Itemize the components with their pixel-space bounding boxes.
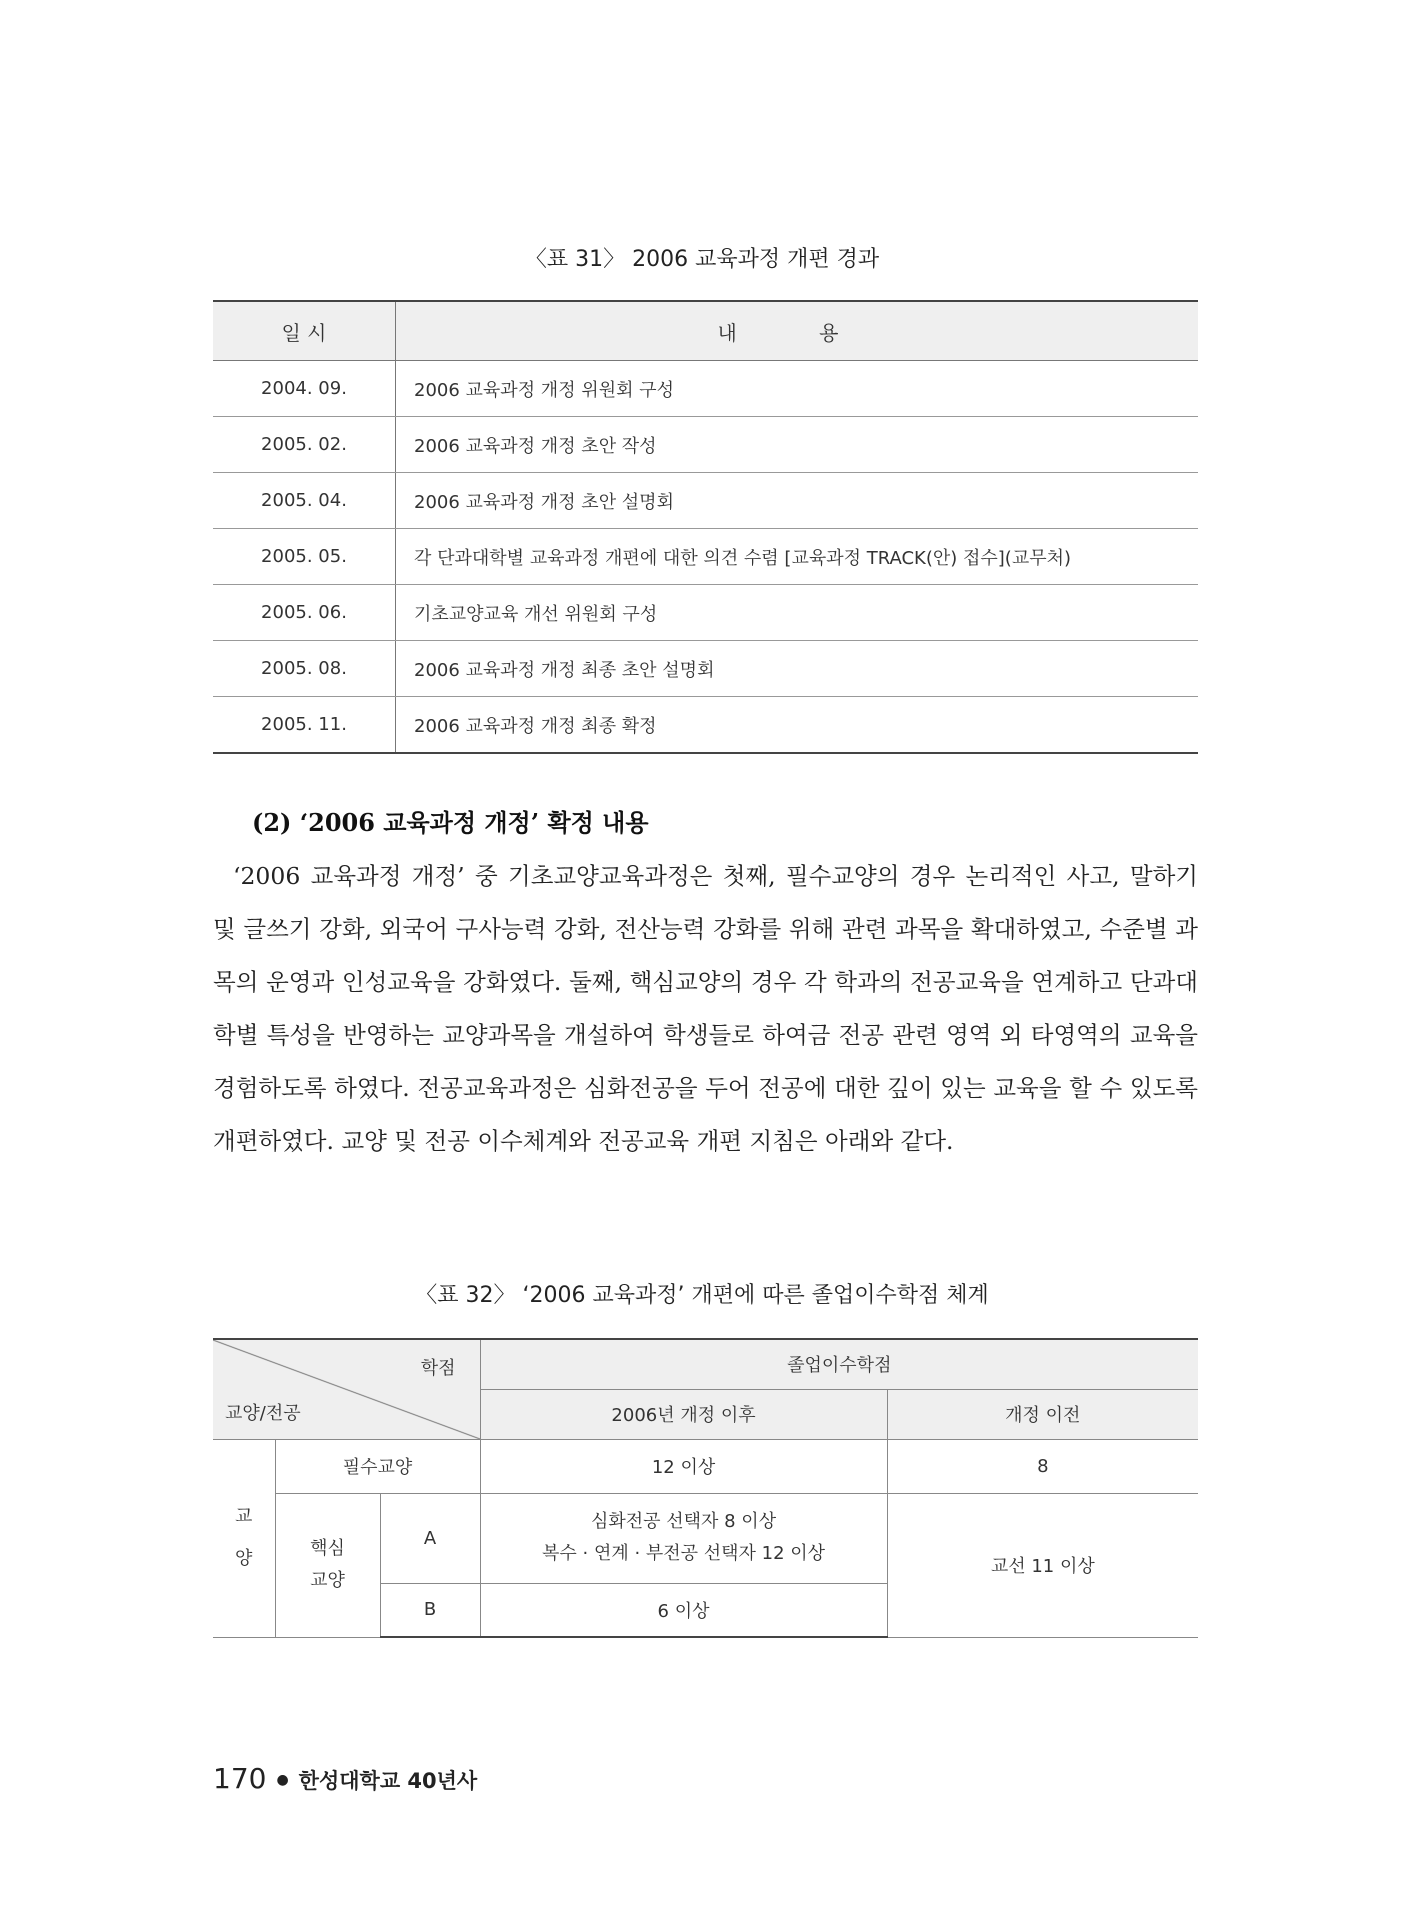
row-date: 2005. 05. [213, 529, 396, 585]
table-31 [213, 300, 1198, 754]
table-row [213, 585, 1198, 641]
core-label-1: 핵심 [310, 1538, 345, 1559]
core-before: 교선 11 이상 [887, 1493, 1198, 1637]
table-header-row [213, 1339, 1198, 1389]
table-32 [213, 1338, 1198, 1638]
required-before: 8 [887, 1439, 1198, 1493]
row-content: 2006 교육과정 개정 최종 확정 [396, 697, 1199, 754]
row-content: 2006 교육과정 개정 최종 초안 설명회 [396, 641, 1199, 697]
header-total-credits: 졸업이수학점 [480, 1339, 1198, 1389]
book-title: 한성대학교 40년사 [298, 1769, 478, 1793]
table-row [213, 697, 1198, 754]
row-date: 2005. 08. [213, 641, 396, 697]
core-a-after-1: 심화전공 선택자 8 이상 [590, 1511, 777, 1532]
core-a-label: A [380, 1493, 480, 1583]
row-content: 2006 교육과정 개정 초안 작성 [396, 417, 1199, 473]
required-after: 12 이상 [480, 1439, 887, 1493]
diag-label-credits: 학점 [420, 1358, 456, 1379]
row-date: 2005. 02. [213, 417, 396, 473]
table-row [213, 529, 1198, 585]
page-number: 170 [213, 1762, 267, 1795]
table-row [213, 473, 1198, 529]
body-paragraph: ‘2006 교육과정 개정’ 중 기초교양교육과정은 첫째, 필수교양의 경우 논리적인 사고, 말하기 및 글쓰기 강화, 외국어 구사능력 강화, 전산능력 강화를 위해 관련 과목을 확대하였고, 수준별 과목의 운영과 인성교육을 강화였다. 둘째, 핵심교양의 경우 각 학과의 전공교육을 연계하고 단과대학별 특성을 반영하는 교양과목을 개설하여 학생들로 하여금 전공 관련 영역 외 타영역의 교육을 경험하도록 하였다. 전공교육과정은 심화전공을 두어 전공에 대한 깊이 있는 교육을 할 수 있도록 개편하였다. 교양 및 전공 이수체계와 전공교육 개편 지침은 아래와 같다. [213, 862, 1198, 1155]
section-heading: (2) ‘2006 교육과정 개정’ 확정 내용 [252, 808, 649, 837]
row-content: 각 단과대학별 교육과정 개편에 대한 의견 수렴 [교육과정 TRACK(안) 접수](교무처) [396, 529, 1199, 585]
row-date: 2004. 09. [213, 361, 396, 417]
core-label-2: 교양 [310, 1570, 345, 1591]
header-date: 일 시 [213, 301, 396, 361]
table-32-caption: 〈표 32〉 ‘2006 교육과정’ 개편에 따른 졸업이수학점 체계 [415, 1283, 989, 1308]
row-content: 2006 교육과정 개정 위원회 구성 [396, 361, 1199, 417]
table-row [213, 1493, 1198, 1583]
core-b-after: 6 이상 [480, 1583, 887, 1637]
row-content: 기초교양교육 개선 위원회 구성 [396, 585, 1199, 641]
core-a-after-cell [480, 1493, 887, 1583]
header-after-2006: 2006년 개정 이후 [480, 1389, 887, 1439]
required-label: 필수교양 [275, 1439, 480, 1493]
page-footer [213, 1762, 477, 1795]
header-before-revision: 개정 이전 [887, 1389, 1198, 1439]
group-label-cell [213, 1439, 275, 1637]
diagonal-header-cell [213, 1339, 480, 1439]
header-content: 내 용 [396, 301, 1199, 361]
row-date: 2005. 06. [213, 585, 396, 641]
core-b-label: B [380, 1583, 480, 1637]
core-label-cell [275, 1493, 380, 1637]
table-row [213, 641, 1198, 697]
bullet-icon: ● [276, 1772, 289, 1788]
group-label-1: 교 [235, 1506, 253, 1527]
table-row [213, 417, 1198, 473]
table-row [213, 361, 1198, 417]
table-row [213, 1439, 1198, 1493]
diag-label-category: 교양/전공 [225, 1402, 301, 1424]
core-a-after-2: 복수 · 연계 · 부전공 선택자 12 이상 [542, 1543, 826, 1564]
table-header-row [213, 301, 1198, 361]
row-date: 2005. 11. [213, 697, 396, 754]
table-31-caption: 〈표 31〉 2006 교육과정 개편 경과 [524, 247, 880, 272]
group-label-2: 양 [235, 1548, 253, 1569]
row-content: 2006 교육과정 개정 초안 설명회 [396, 473, 1199, 529]
row-date: 2005. 04. [213, 473, 396, 529]
